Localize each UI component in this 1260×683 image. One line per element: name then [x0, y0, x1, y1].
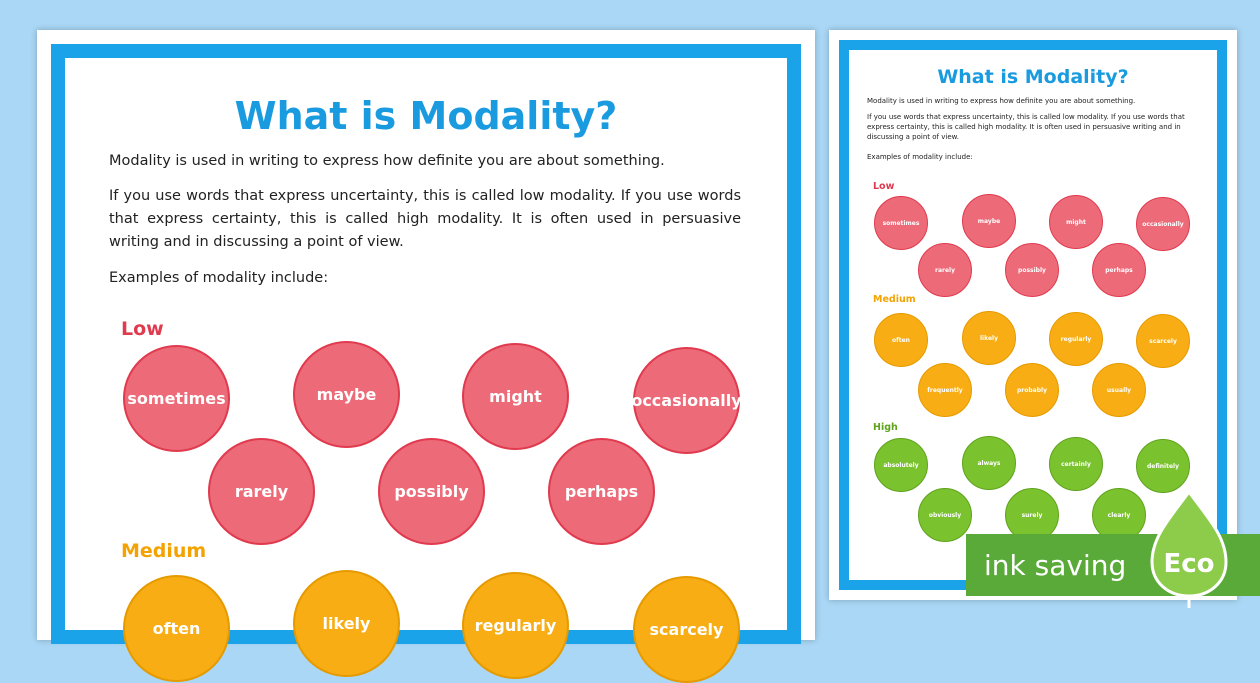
low-word-bubble: possibly — [1005, 243, 1059, 297]
medium-word-bubble: probably — [1005, 363, 1059, 417]
high-word-bubble: surely — [1005, 488, 1059, 542]
medium-heading: Medium — [873, 294, 916, 305]
medium-word-bubble: scarcely — [1136, 314, 1190, 368]
low-word-bubble: sometimes — [874, 196, 928, 250]
low-word-bubble: might — [1049, 195, 1103, 249]
low-word-bubble: occasionally — [633, 347, 740, 454]
low-word-bubble: perhaps — [1092, 243, 1146, 297]
examples-intro: Examples of modality include: — [109, 270, 329, 286]
high-word-bubble: certainly — [1049, 437, 1103, 491]
medium-word-bubble: often — [123, 575, 230, 682]
low-heading: Low — [873, 181, 895, 192]
low-word-bubble: sometimes — [123, 345, 230, 452]
medium-heading: Medium — [121, 540, 207, 562]
eco-label: Eco — [1163, 549, 1215, 579]
medium-word-bubble: frequently — [918, 363, 972, 417]
low-word-bubble: rarely — [208, 438, 315, 545]
medium-word-bubble: likely — [962, 311, 1016, 365]
page-title: What is Modality? — [937, 66, 1129, 88]
low-heading: Low — [121, 318, 164, 340]
low-word-bubble: might — [462, 343, 569, 450]
low-word-bubble: possibly — [378, 438, 485, 545]
high-word-bubble: clearly — [1092, 488, 1146, 542]
explanation-paragraph: If you use words that express uncertainty, this is called low modality. If you use words that express certainty, this is called high modality. It is often used in persuasive writing and in discussing a point of view. — [109, 188, 741, 250]
ink-saving-label: ink saving — [984, 548, 1127, 582]
high-word-bubble: obviously — [918, 488, 972, 542]
eco-leaf-icon — [1150, 490, 1228, 608]
medium-word-bubble: regularly — [462, 572, 569, 679]
high-heading: High — [873, 422, 898, 433]
medium-word-bubble: often — [874, 313, 928, 367]
examples-intro: Examples of modality include: — [867, 153, 973, 161]
medium-word-bubble: likely — [293, 570, 400, 677]
high-word-bubble: always — [962, 436, 1016, 490]
medium-word-bubble: scarcely — [633, 576, 740, 683]
high-word-bubble: definitely — [1136, 439, 1190, 493]
page-title: What is Modality? — [234, 94, 618, 138]
low-word-bubble: maybe — [962, 194, 1016, 248]
intro-paragraph: Modality is used in writing to express how definite you are about something. — [867, 97, 1136, 105]
explanation-paragraph: If you use words that express uncertainty, this is called low modality. If you use words that express certainty, this is called high modality. It is often used in persuasive writing and in discussing a point of view. — [867, 113, 1185, 141]
low-word-bubble: rarely — [918, 243, 972, 297]
medium-word-bubble: usually — [1092, 363, 1146, 417]
worksheet-preview-large — [37, 30, 815, 640]
intro-paragraph: Modality is used in writing to express how definite you are about something. — [109, 153, 665, 169]
low-word-bubble: perhaps — [548, 438, 655, 545]
low-word-bubble: maybe — [293, 341, 400, 448]
high-word-bubble: absolutely — [874, 438, 928, 492]
medium-word-bubble: regularly — [1049, 312, 1103, 366]
low-word-bubble: occasionally — [1136, 197, 1190, 251]
